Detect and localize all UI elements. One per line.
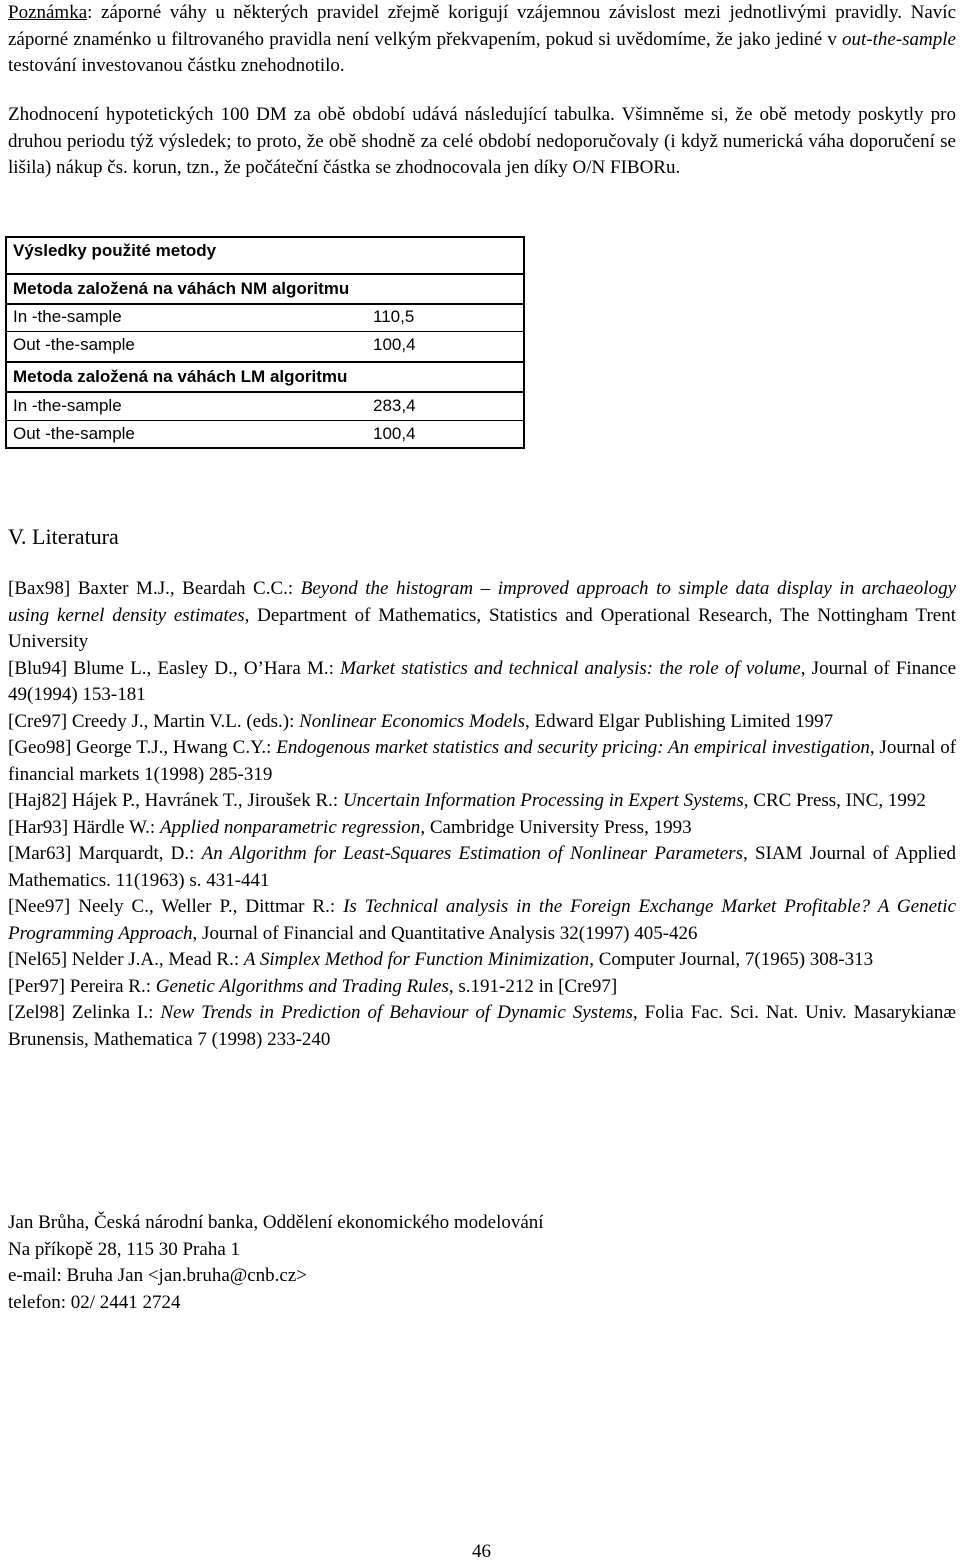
reference-key: [Cre97]	[8, 710, 68, 732]
row-value: 283,4	[373, 396, 416, 415]
reference-authors: Härdle W.:	[72, 816, 156, 838]
row-value: 100,4	[373, 424, 416, 443]
reference-item	[8, 656, 956, 709]
reference-authors: Marquardt, D.:	[78, 843, 195, 864]
contact-name: Jan Brůha, Česká národní banka, Oddělení ekonomického modelování	[8, 1212, 544, 1233]
page-number: 46	[472, 1541, 491, 1562]
reference-authors: Zelinka I.:	[71, 1002, 154, 1023]
reference-rest: , Journal of Finance 49(1994) 153-181	[8, 657, 957, 705]
reference-authors: Creedy J., Martin V.L. (eds.):	[71, 710, 295, 732]
reference-key: [Per97]	[8, 975, 65, 997]
reference-item	[8, 1000, 956, 1053]
reference-key: [Blu94]	[8, 657, 68, 679]
reference-list	[8, 576, 956, 1053]
reference-title: Beyond the histogram – improved approach to simple data display in archaeology using kernel density estimates,	[8, 578, 957, 626]
contact-phone: telefon: 02/ 2441 2724	[8, 1291, 181, 1313]
reference-authors: Pereira R.:	[69, 975, 151, 997]
reference-rest: SIAM Journal of Applied Mathematics. 11(1963) s. 431-441	[8, 843, 957, 891]
reference-key: [Nel65]	[8, 949, 68, 970]
reference-item	[8, 709, 956, 736]
row-value: 100,4	[373, 335, 416, 354]
results-table	[5, 236, 525, 449]
reference-title: Uncertain Information Processing in Expert Systems	[342, 790, 744, 811]
reference-key: [Geo98]	[8, 737, 72, 758]
group-header: Metoda založená na váhách NM algoritmu	[13, 279, 350, 298]
row-label: In -the-sample	[13, 307, 122, 326]
note-text: : záporné váhy u některých pravidel zřejmě korigují vzájemnou závislost mezi jednotlivými pravidly. Navíc záporné znaménko u filtrovaného pravidla není velkým překvapením, pokud si uvědomíme, že jako jediné v	[8, 2, 956, 50]
group-header: Metoda založená na váhách LM algoritmu	[13, 367, 348, 386]
reference-item	[8, 974, 956, 1001]
reference-rest: , s.191-212 in [Cre97]	[448, 975, 618, 997]
table-divider	[7, 273, 523, 275]
reference-title: A Simplex Method for Function Minimization	[243, 949, 590, 970]
reference-rest: , Edward Elgar Publishing Limited 1997	[524, 710, 834, 732]
note-tail: testování investovanou částku znehodnotilo.	[8, 55, 345, 76]
contact-address: Na příkopě 28, 115 30 Praha 1	[8, 1238, 240, 1260]
note-paragraph	[8, 0, 956, 80]
reference-item	[8, 576, 956, 656]
reference-rest: , CRC Press, INC, 1992	[743, 790, 926, 811]
reference-rest: Department of Mathematics, Statistics and Operational Research, The Nottingham Trent University	[8, 604, 956, 652]
table-divider	[7, 391, 523, 393]
reference-authors: Baxter M.J., Beardah C.C.:	[77, 578, 294, 599]
reference-rest: , Cambridge University Press, 1993	[420, 816, 692, 838]
reference-key: [Har93]	[8, 816, 69, 838]
reference-key: [Nee97]	[8, 896, 71, 917]
contact-email: e-mail: Bruha Jan <jan.bruha@cnb.cz>	[8, 1265, 308, 1286]
reference-key: [Zel98]	[8, 1002, 65, 1023]
reference-title: Genetic Algorithms and Trading Rules	[155, 975, 449, 997]
reference-item	[8, 947, 956, 974]
table-divider	[7, 420, 523, 421]
reference-authors: Hájek P., Havránek T., Jiroušek R.:	[71, 790, 339, 811]
reference-item	[8, 815, 956, 842]
table-title: Výsledky použité metody	[13, 241, 217, 260]
reference-item	[8, 735, 956, 788]
evaluation-paragraph: Zhodnocení hypotetických 100 DM za obě období udává následující tabulka. Všimněme si, že obě metody poskytly pro druhou periodu týž výsledek; to proto, že obě shodně za celé období nedoporučovaly (i když numerická váha doporučení se lišila) nákup čs. korun, tzn., že počáteční částka se zhodnocovala jen díky O/N FIBORu.	[8, 104, 956, 178]
reference-key: [Haj82]	[8, 790, 68, 811]
reference-item	[8, 841, 956, 894]
reference-item	[8, 894, 956, 947]
reference-title: An Algorithm for Least-Squares Estimation of Nonlinear Parameters,	[201, 843, 748, 864]
reference-rest: , Journal of Financial and Quantitative Analysis 32(1997) 405-426	[192, 922, 698, 944]
reference-rest: , Folia Fac. Sci. Nat. Univ. Masarykianæ Brunensis, Mathematica 7 (1998) 233-240	[8, 1002, 956, 1050]
reference-authors: Neely C., Weller P., Dittmar R.:	[78, 896, 336, 917]
table-divider	[7, 361, 523, 363]
note-label: Poznámka	[8, 2, 88, 23]
reference-authors: Blume L., Easley D., O’Hara M.:	[73, 657, 334, 679]
row-value: 110,5	[373, 307, 415, 326]
section-title: V. Literatura	[8, 524, 119, 549]
note-italic: out-the-sample	[842, 28, 956, 50]
reference-authors: George T.J., Hwang C.Y.:	[76, 737, 272, 758]
reference-rest: , Journal of financial markets 1(1998) 285-319	[8, 737, 957, 785]
reference-title: Endogenous market statistics and security pricing: An empirical investigation	[276, 737, 870, 758]
reference-key: [Mar63]	[8, 843, 72, 864]
reference-title: Nonlinear Economics Models	[299, 710, 525, 732]
row-label: In -the-sample	[13, 396, 122, 415]
contact-block	[8, 1210, 544, 1316]
reference-title: Applied nonparametric regression	[159, 816, 421, 838]
table-divider	[7, 331, 523, 332]
reference-title: Is Technical analysis in the Foreign Exchange Market Profitable? A Genetic Programming Approach	[8, 896, 957, 944]
reference-item	[8, 788, 956, 815]
reference-rest: , Computer Journal, 7(1965) 308-313	[589, 949, 874, 970]
table-divider	[7, 303, 523, 305]
reference-title: New Trends in Prediction of Behaviour of Dynamic Systems	[160, 1002, 633, 1023]
reference-key: [Bax98]	[8, 578, 71, 599]
row-label: Out -the-sample	[13, 335, 135, 354]
reference-title: Market statistics and technical analysis: the role of volume	[340, 657, 801, 679]
reference-authors: Nelder J.A., Mead R.:	[71, 949, 240, 970]
row-label: Out -the-sample	[13, 424, 135, 443]
